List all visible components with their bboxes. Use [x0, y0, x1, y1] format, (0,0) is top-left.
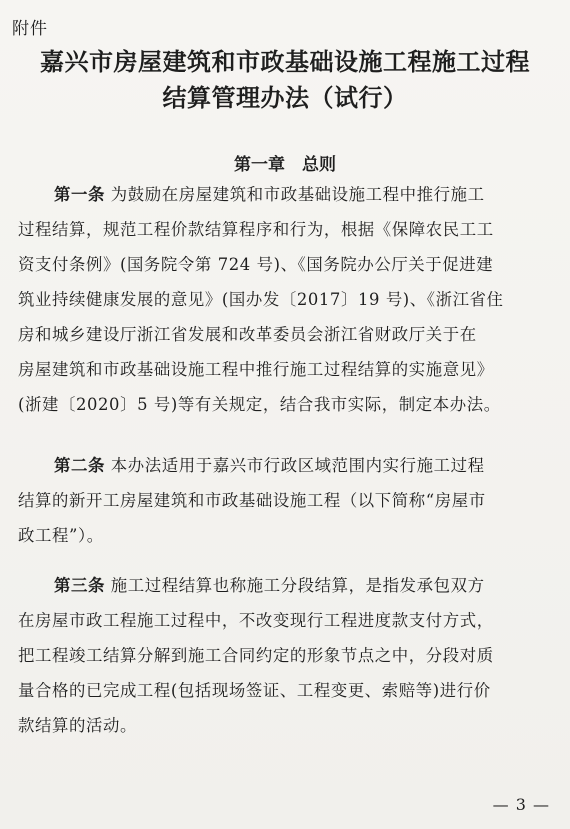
document-title-line-1: 嘉兴市房屋建筑和市政基础设施工程施工过程 [40, 48, 530, 76]
article-1-line-7: (浙建〔2020〕5 号)等有关规定，结合我市实际，制定本办法。 [18, 395, 501, 414]
document-title-line-2: 结算管理办法（试行） [162, 84, 408, 112]
article-1-line-4: 筑业持续健康发展的意见》(国办发〔2017〕19 号)、《浙江省住 [18, 290, 504, 309]
article-1-line-3: 资支付条例》(国务院令第 724 号)、《国务院办公厅关于促进建 [18, 255, 494, 274]
article-3 [18, 568, 554, 743]
article-3-label: 第三条 [54, 576, 105, 595]
article-3-line-1: 第三条 施工过程结算也称施工分段结算，是指发承包双方 [54, 576, 485, 595]
article-3-line-3: 把工程竣工结算分解到施工合同约定的形象节点之中，分段对质 [18, 646, 494, 665]
article-2-line-1: 第二条 本办法适用于嘉兴市行政区域范围内实行施工过程 [54, 456, 485, 475]
article-3-line-5: 款结算的活动。 [18, 716, 137, 735]
article-1-line-2: 过程结算，规范工程价款结算程序和行为，根据《保障农民工工 [18, 220, 494, 239]
article-3-line-4: 量合格的已完成工程(包括现场签证、工程变更、索赔等)进行价 [18, 681, 491, 700]
article-2-line-2: 结算的新开工房屋建筑和市政基础设施工程（以下简称“房屋市 [18, 491, 486, 510]
article-2 [18, 448, 554, 553]
article-1 [18, 177, 554, 422]
article-2-line-3: 政工程”）。 [18, 526, 104, 545]
attachment-label: 附件 [12, 19, 48, 39]
article-1-line-6: 房屋建筑和市政基础设施工程中推行施工过程结算的实施意见》 [18, 360, 494, 379]
article-1-line-1: 第一条 为鼓励在房屋建筑和市政基础设施工程中推行施工 [54, 185, 485, 204]
article-2-label: 第二条 [54, 456, 105, 475]
article-3-line-2: 在房屋市政工程施工过程中，不改变现行工程进度款支付方式， [18, 611, 494, 630]
chapter-heading: 第一章 总则 [234, 155, 336, 175]
article-1-line-5: 房和城乡建设厅浙江省发展和改革委员会浙江省财政厅关于在 [18, 325, 477, 344]
page-number: — 3 — [492, 795, 550, 814]
article-1-label: 第一条 [54, 185, 105, 204]
